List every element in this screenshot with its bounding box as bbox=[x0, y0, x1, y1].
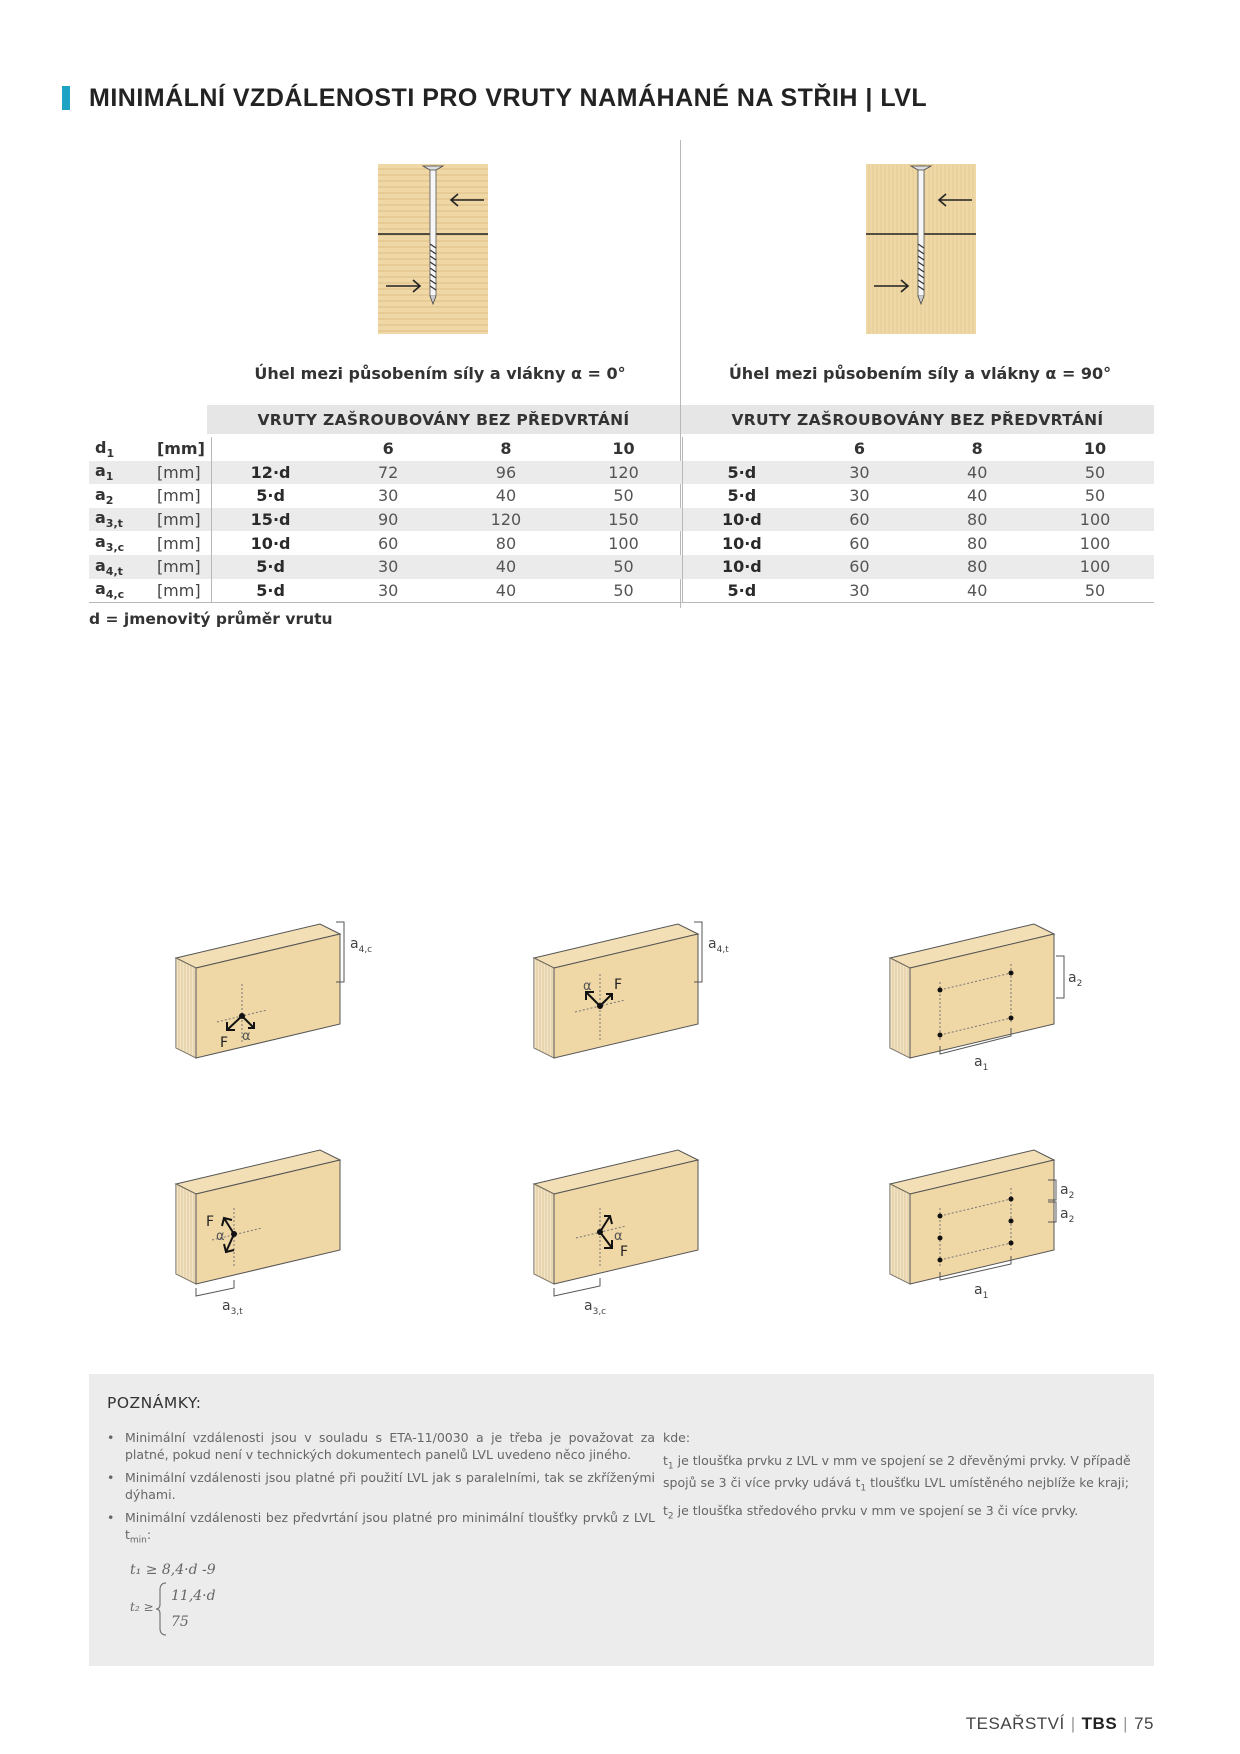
table-cell: 60 bbox=[801, 508, 919, 532]
table-cell: 80 bbox=[918, 508, 1036, 532]
table-row bbox=[89, 555, 1154, 579]
notes-list bbox=[125, 1430, 655, 1556]
wood-diagram-alpha-90 bbox=[866, 164, 976, 334]
table-cell: 40 bbox=[495, 486, 517, 506]
distance-table bbox=[89, 437, 1154, 603]
footnote: d = jmenovitý průměr vrutu bbox=[89, 610, 333, 628]
notes-title: POZNÁMKY: bbox=[107, 1394, 202, 1412]
row-label: $a_2$ bbox=[95, 484, 114, 508]
header-col: 6 bbox=[382, 439, 394, 459]
table-cell: 50 bbox=[1084, 486, 1106, 506]
a2-label: $a_2$ bbox=[1060, 1182, 1075, 1201]
table-header-row bbox=[89, 437, 1154, 461]
table-row bbox=[89, 508, 1154, 532]
table-cell: [mm] bbox=[156, 533, 201, 553]
table-cell: 40 bbox=[447, 579, 565, 603]
table-cell: 100 bbox=[1079, 533, 1111, 553]
table-cell: 10·d bbox=[683, 531, 801, 555]
table-cell: 60 bbox=[377, 533, 399, 553]
table-cell: 80 bbox=[495, 533, 517, 553]
brace-icon bbox=[155, 1582, 167, 1636]
alpha-label: α bbox=[614, 1229, 623, 1244]
table-cell: 60 bbox=[849, 533, 870, 553]
table-cell: 5·d bbox=[211, 579, 329, 603]
table-cell: 96 bbox=[447, 461, 565, 485]
alpha-label: α bbox=[242, 1029, 251, 1044]
header-right-mult bbox=[683, 437, 801, 461]
table-cell: 30 bbox=[329, 555, 447, 579]
table-cell: 40 bbox=[918, 461, 1036, 485]
table-cell: 100 bbox=[1036, 555, 1154, 579]
a4c-label: $a_{4,c}$ bbox=[350, 936, 373, 955]
table-cell: 50 bbox=[565, 579, 683, 603]
table-row bbox=[89, 531, 1154, 555]
note-item: • Minimální vzdálenosti bez předvrtání jsou platné pro minimální tloušťky prvků z LVL $t_{min}$: bbox=[125, 1510, 655, 1549]
alpha-label: α bbox=[216, 1229, 225, 1244]
table-cell: 120 bbox=[447, 508, 565, 532]
table-cell: 10·d bbox=[683, 508, 801, 532]
page-title: MINIMÁLNÍ VZDÁLENOSTI PRO VRUTY NAMÁHANÉ NA STŘIH | LVL bbox=[89, 84, 928, 112]
a3c-label: $a_{3,c}$ bbox=[584, 1298, 607, 1317]
table-cell: 30 bbox=[801, 579, 919, 603]
table-cell: 90 bbox=[329, 508, 447, 532]
table-cell: 15·d bbox=[211, 508, 329, 532]
table-row bbox=[89, 484, 1154, 508]
angle-label-right: Úhel mezi působením síly a vlákny α = 90° bbox=[728, 364, 1112, 383]
section-header-left: VRUTY ZAŠROUBOVÁNY BEZ PŘEDVRTÁNÍ bbox=[207, 405, 680, 434]
angle-label-left: Úhel mezi působením síly a vlákny α = 0° bbox=[254, 364, 626, 383]
row-label: $a_{4,t}$ bbox=[89, 555, 151, 579]
table-cell: 30 bbox=[377, 486, 399, 506]
diagram-a3c bbox=[530, 1138, 750, 1318]
table-cell: 80 bbox=[918, 555, 1036, 579]
table-cell: 5·d bbox=[211, 555, 329, 579]
a2-label: $a_2$ bbox=[1060, 1206, 1075, 1225]
row-label: $a_{4,c}$ bbox=[89, 579, 151, 603]
table-cell: 72 bbox=[329, 461, 447, 485]
table-cell: 100 bbox=[1036, 508, 1154, 532]
formula-t2-a: 11,4·d bbox=[171, 1588, 216, 1604]
table-cell: 5·d bbox=[683, 461, 801, 485]
a1-label: $a_1$ bbox=[974, 1282, 989, 1301]
a1-label: $a_1$ bbox=[974, 1054, 989, 1072]
table-cell: 30 bbox=[329, 579, 447, 603]
t1-definition: $t_1$ je tloušťka prvku z LVL v mm ve spojení se 2 dřevěnými prvky. V případě spojů se 3 či více prvky udává $t_1$ tloušťku LVL umístěného nejblíže ke kraji; bbox=[663, 1452, 1131, 1493]
a4t-label: $a_{4,t}$ bbox=[708, 936, 729, 955]
header-col: 10 bbox=[612, 439, 635, 459]
kde-label: kde: bbox=[663, 1430, 691, 1445]
t2-definition: $t_2$ je tloušťka středového prvku v mm ve spojení se 3 či více prvky. bbox=[663, 1502, 1079, 1521]
table-cell: 100 bbox=[608, 533, 639, 553]
diagram-a4c bbox=[172, 912, 392, 1072]
a3t-label: $a_{3,t}$ bbox=[222, 1298, 243, 1317]
notes-definitions bbox=[663, 1430, 1143, 1531]
title-accent-bar bbox=[62, 86, 70, 110]
force-label: F bbox=[620, 1244, 629, 1260]
table-cell: 60 bbox=[801, 555, 919, 579]
force-label: F bbox=[614, 977, 623, 993]
table-cell: [mm] bbox=[151, 579, 211, 603]
header-col: 8 bbox=[971, 439, 983, 459]
notes-panel bbox=[89, 1374, 1154, 1666]
table-cell: 30 bbox=[849, 486, 870, 506]
alpha-label: α bbox=[583, 979, 592, 994]
wood-diagram-alpha-0 bbox=[378, 164, 488, 334]
table-cell: 50 bbox=[565, 555, 683, 579]
table-cell: 150 bbox=[565, 508, 683, 532]
header-col: 10 bbox=[1083, 439, 1107, 459]
footer-product: TBS bbox=[1081, 1714, 1118, 1733]
table-cell: 12·d bbox=[211, 461, 329, 485]
table-cell: 5·d bbox=[683, 484, 801, 508]
table-cell: 120 bbox=[565, 461, 683, 485]
page-number: 75 bbox=[1134, 1714, 1154, 1733]
row-label: $a_1$ bbox=[89, 461, 151, 485]
header-d: $d_1$ bbox=[95, 437, 115, 460]
diagram-a3t bbox=[172, 1138, 392, 1318]
table-cell: 5·d bbox=[683, 579, 801, 603]
table-cell: 40 bbox=[967, 486, 988, 506]
row-label: $a_{3,c}$ bbox=[95, 532, 125, 555]
header-col: 8 bbox=[500, 439, 512, 459]
formula-t1: t₁ ≥ 8,4·d -9 bbox=[130, 1562, 216, 1578]
diagram-a1-a2-a2 bbox=[886, 1138, 1106, 1318]
row-label: $a_{3,t}$ bbox=[89, 508, 151, 532]
table-cell: 5·d bbox=[211, 484, 329, 508]
table-cell: 50 bbox=[613, 486, 634, 506]
note-item: • Minimální vzdálenosti jsou v souladu s ETA-11/0030 a je třeba je považovat za platné, pokud není v technických dokumentech panelů LVL uvedeno něco jiného. bbox=[125, 1430, 655, 1463]
table-cell: [mm] bbox=[151, 508, 211, 532]
footer-section: TESAŘSTVÍ bbox=[965, 1714, 1065, 1733]
formula-t2-b: 75 bbox=[171, 1614, 189, 1630]
header-col: 6 bbox=[853, 439, 865, 459]
table-cell: 40 bbox=[447, 555, 565, 579]
section-header-right: VRUTY ZAŠROUBOVÁNY BEZ PŘEDVRTÁNÍ bbox=[681, 405, 1154, 434]
note-item: • Minimální vzdálenosti jsou platné při použití LVL jak s paralelními, tak se zkříženými dýhami. bbox=[125, 1470, 655, 1503]
diagram-a4t bbox=[530, 912, 750, 1072]
formula-t2-label: t₂ ≥ bbox=[130, 1600, 154, 1614]
table-cell: 50 bbox=[1036, 579, 1154, 603]
force-label: F bbox=[220, 1035, 229, 1051]
table-cell: 30 bbox=[801, 461, 919, 485]
table-cell: [mm] bbox=[151, 555, 211, 579]
force-label: F bbox=[206, 1214, 215, 1230]
header-unit: [mm] bbox=[156, 439, 205, 459]
a2-label: $a_2$ bbox=[1068, 970, 1083, 989]
table-row bbox=[89, 579, 1154, 603]
page-footer: TESAŘSTVÍ | TBS | 75 bbox=[965, 1714, 1154, 1733]
table-cell: 80 bbox=[967, 533, 988, 553]
table-cell: 10·d bbox=[683, 555, 801, 579]
table-cell: 50 bbox=[1036, 461, 1154, 485]
header-left-mult bbox=[211, 437, 329, 461]
diagram-a1-a2 bbox=[886, 912, 1106, 1072]
table-row bbox=[89, 461, 1154, 485]
table-cell: 40 bbox=[918, 579, 1036, 603]
table-cell: 10·d bbox=[211, 531, 329, 555]
table-cell: [mm] bbox=[151, 461, 211, 485]
table-cell: [mm] bbox=[156, 486, 201, 506]
